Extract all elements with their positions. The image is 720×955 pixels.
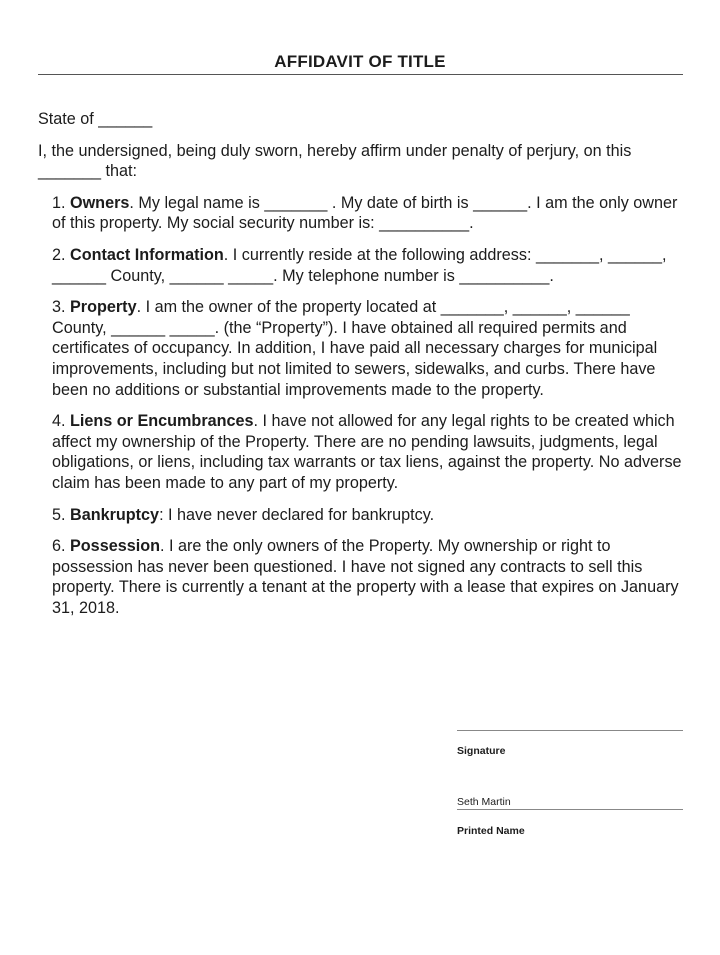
- clause-number: 6.: [52, 537, 70, 556]
- state-line: State of ______: [38, 110, 153, 128]
- document-body: [38, 109, 688, 629]
- clause-liens-or-encumbrances: [52, 411, 688, 493]
- clause-owners: [52, 193, 688, 234]
- clause-number: 4.: [52, 412, 70, 431]
- clause-heading: Bankruptcy: [70, 505, 160, 524]
- clause-possession: [52, 536, 688, 618]
- clause-property: [52, 297, 688, 400]
- signature-line: [457, 730, 683, 731]
- clause-number: 2.: [52, 245, 70, 264]
- title-divider: [38, 74, 683, 75]
- clause-heading: Owners: [70, 193, 130, 212]
- clause-text: . I am the owner of the property located at _______, ______, ______ County, ______ _____. (the “Property”). I have obtained all required permits and certificates of occupancy. In addition, I have paid all necessary charges for municipal improvements, including but not limited to sewers, sidewalks, and curbs. There have been no additions or substantial improvements made to the property.: [52, 298, 658, 399]
- signature-block: [457, 730, 683, 757]
- clause-number: 1.: [52, 193, 70, 212]
- printed-name-block: [457, 796, 683, 837]
- clause-text: . I currently reside at the following address: _______, ______, ______ County, ______ _____. My telephone number is __________.: [52, 245, 667, 285]
- clause-heading: Liens or Encumbrances: [70, 412, 254, 431]
- clause-number: 5.: [52, 505, 70, 524]
- printed-name-value: Seth Martin: [457, 796, 683, 810]
- signature-label: Signature: [457, 745, 506, 757]
- clause-number: 3.: [52, 298, 70, 317]
- printed-name-label: Printed Name: [457, 825, 525, 837]
- clause-text: . I have not allowed for any legal rights to be created which affect my ownership of the Property. There are no pending lawsuits, judgments, legal obligations, or liens, including tax warrants or tax liens, against the property. No adverse claim has been made to any part of my property.: [52, 412, 682, 492]
- clause-contact-information: [52, 245, 688, 286]
- clause-text: . I are the only owners of the Property. My ownership or right to possession has never been questioned. I have not signed any contracts to sell this property. There is currently a tenant at the property with a lease that expires on January 31, 2018.: [52, 537, 679, 617]
- clause-heading: Possession: [70, 537, 160, 556]
- clause-heading: Property: [70, 298, 137, 317]
- intro-paragraph: I, the undersigned, being duly sworn, hereby affirm under penalty of perjury, on this _______ that:: [38, 141, 632, 181]
- clause-heading: Contact Information: [70, 245, 224, 264]
- document-title: AFFIDAVIT OF TITLE: [274, 52, 446, 71]
- clause-text: : I have never declared for bankruptcy.: [159, 505, 435, 524]
- clause-bankruptcy: [52, 505, 688, 526]
- clause-text: . My legal name is _______ . My date of birth is ______. I am the only owner of this property. My social security number is: __________.: [52, 193, 678, 233]
